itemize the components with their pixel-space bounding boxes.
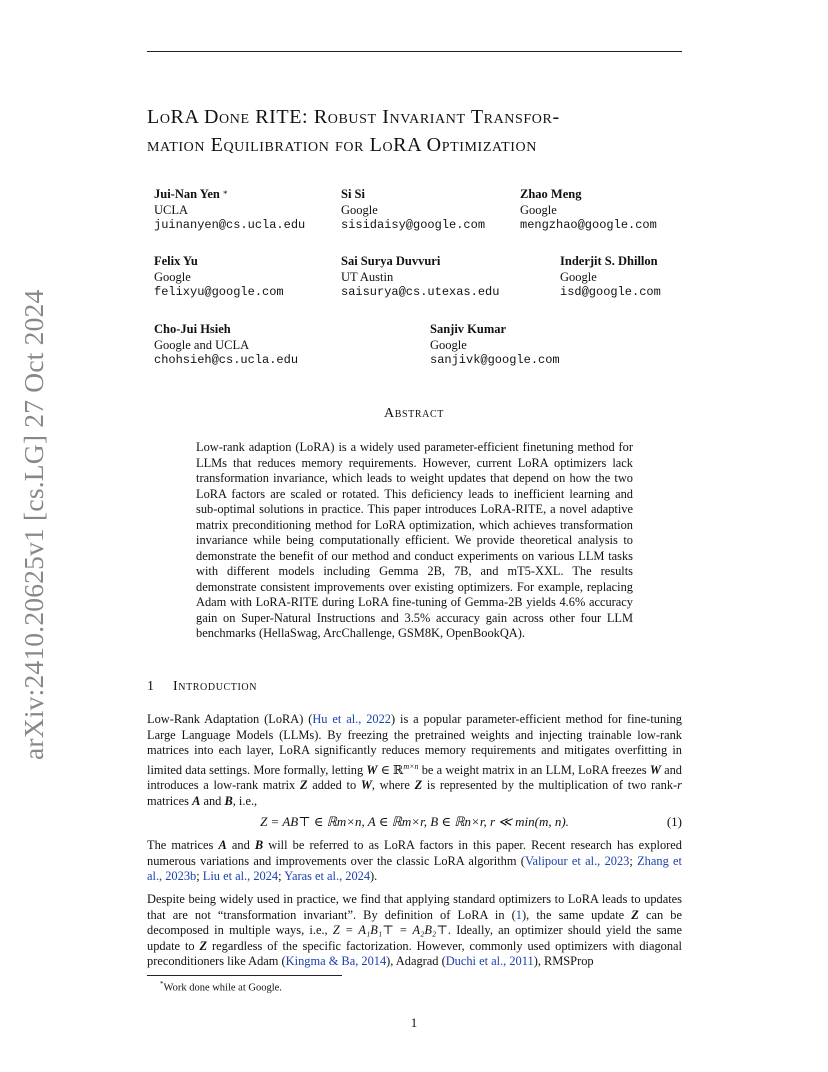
- author-email: juinanyen@cs.ucla.edu: [154, 218, 306, 232]
- author-name: Sai Surya Duvvuri: [341, 254, 441, 268]
- author-affiliation: Google and UCLA: [154, 337, 250, 352]
- author-block: [430, 322, 560, 369]
- paper-title: [147, 103, 707, 159]
- author-block: [154, 254, 284, 301]
- author-name: Zhao Meng: [520, 187, 582, 201]
- author-email: sanjivk@google.com: [430, 353, 560, 367]
- author-block: [154, 187, 305, 234]
- title-line-1: LoRA Done RITE: Robust Invariant Transfor-: [147, 106, 560, 128]
- author-affiliation: Google: [430, 337, 467, 352]
- title-line-2: mation Equilibration for LoRA Optimization: [147, 134, 537, 156]
- citation-link[interactable]: Zhang et al., 2023b: [147, 853, 682, 883]
- author-email: chohsieh@cs.ucla.edu: [154, 353, 299, 367]
- equation-body: Z = AB⊤ ∈ ℝm×n, A ∈ ℝm×r, B ∈ ℝn×r, r ≪ min(m, n).: [260, 814, 569, 829]
- author-block: [520, 187, 657, 234]
- author-name: Felix Yu: [154, 254, 198, 268]
- author-email: mengzhao@google.com: [520, 218, 657, 232]
- author-email: saisurya@cs.utexas.edu: [341, 285, 500, 299]
- author-affiliation: Google: [341, 202, 378, 217]
- section-title: Introduction: [173, 679, 258, 694]
- author-affiliation: Google: [560, 269, 597, 284]
- arxiv-identifier: arXiv:2410.20625v1 [cs.LG] 27 Oct 2024: [18, 289, 49, 760]
- author-name: Sanjiv Kumar: [430, 322, 507, 336]
- intro-paragraph-3: Despite being widely used in practice, we find that applying standard optimizers to LoRA leads to updates that are not “transformation invariant”. By definition of LoRA in (1), the same update Z can be decomposed in multiple ways, i.e., Z = A₁B₁⊤ = A₂B₂⊤. Ideally, an optimizer should yield the same update to Z regardless of the specific factorization. However, commonly used optimizers with diagonal preconditioners like Adam (Kingma & Ba, 2014), Adagrad (Duchi et al., 2011), RMSProp: [147, 892, 682, 968]
- section-number: 1: [147, 679, 155, 694]
- author-block: [341, 254, 499, 301]
- footnote-rule: [147, 975, 342, 976]
- author-email: isd@google.com: [560, 285, 661, 299]
- author-block: [560, 254, 661, 301]
- citation-link[interactable]: Liu et al., 2024: [202, 869, 279, 883]
- intro-paragraph-2: The matrices A and B will be referred to as LoRA factors in this paper. Recent research has explored numerous variations and improvements over the classic LoRA algorithm (Valipour et al., 2023; Zhang et al., 2023b; Liu et al., 2024; Yaras et al., 2024).: [147, 838, 682, 883]
- author-name: Inderjit S. Dhillon: [560, 254, 658, 268]
- citation-link[interactable]: Kingma & Ba, 2014: [285, 954, 387, 968]
- equation-number: (1): [666, 814, 682, 829]
- citation-link[interactable]: Hu et al., 2022: [312, 712, 391, 726]
- equation-1: [147, 814, 682, 832]
- footnote-mark: *: [223, 189, 228, 199]
- abstract-heading: Abstract: [384, 406, 444, 421]
- intro-paragraph-1: Low-Rank Adaptation (LoRA) (Hu et al., 2022) is a popular parameter-efficient method for fine-tuning Large Language Models (LLMs). By freezing the pretrained weights and injecting trainable low-rank matrices into each layer, LoRA significantly reduces memory requirements and mitigates overfitting in limited data settings. More formally, letting W ∈ ℝ$^{m\times n}$ be a weight matrix in an LLM, LoRA freezes W and introduces a low-rank matrix Z added to W, where Z is represented by the multiplication of two rank-r matrices A and B, i.e.,: [147, 712, 682, 808]
- section-heading: [147, 679, 257, 695]
- author-affiliation: Google: [520, 202, 557, 217]
- author-email: sisidaisy@google.com: [341, 218, 486, 232]
- citation-link[interactable]: Duchi et al., 2011: [445, 954, 534, 968]
- author-affiliation: UT Austin: [341, 269, 394, 284]
- citation-link[interactable]: Valipour et al., 2023: [524, 853, 630, 868]
- citation-link[interactable]: Yaras et al., 2024: [284, 869, 371, 883]
- author-name: Jui-Nan Yen *: [154, 187, 228, 201]
- equation-reference-link[interactable]: 1: [515, 907, 522, 922]
- top-rule: [147, 51, 682, 52]
- footnote: *Work done while at Google.: [160, 980, 282, 994]
- author-email: felixyu@google.com: [154, 285, 284, 299]
- page-number: 1: [410, 1015, 418, 1030]
- author-name: Si Si: [341, 187, 365, 201]
- abstract-body: Low-rank adaption (LoRA) is a widely used parameter-efficient finetuning method for LLMs that reduces memory requirements. However, current LoRA optimizers lack transformation invariance, which leads to weight updates that depend on how the two LoRA factors are scaled or rotated. This deficiency leads to inefficient learning and sub-optimal solutions in practice. This paper introduces LoRA-RITE, a novel adaptive matrix preconditioning method for LoRA optimization, which achieves transformation invariance while being computationally efficient. We provide theoretical analysis to demonstrate the benefit of our method and conduct experiments on various LLM tasks with different models including Gemma 2B, 7B, and mT5-XXL. The results demonstrate consistent improvements over existing optimizers. For example, replacing Adam with LoRA-RITE during LoRA fine-tuning of Gemma-2B yields 4.6% accuracy gain on Super-Natural Instructions and 3.5% accuracy gain across other four LLM benchmarks (HellaSwag, ArcChallenge, GSM8K, OpenBookQA).: [196, 440, 633, 640]
- author-block: [341, 187, 485, 234]
- author-affiliation: UCLA: [154, 202, 189, 217]
- author-name: Cho-Jui Hsieh: [154, 322, 231, 336]
- author-block: [154, 322, 298, 369]
- author-affiliation: Google: [154, 269, 191, 284]
- factorization-math: Z = A₁B₁⊤ = A₂B₂⊤: [332, 923, 448, 937]
